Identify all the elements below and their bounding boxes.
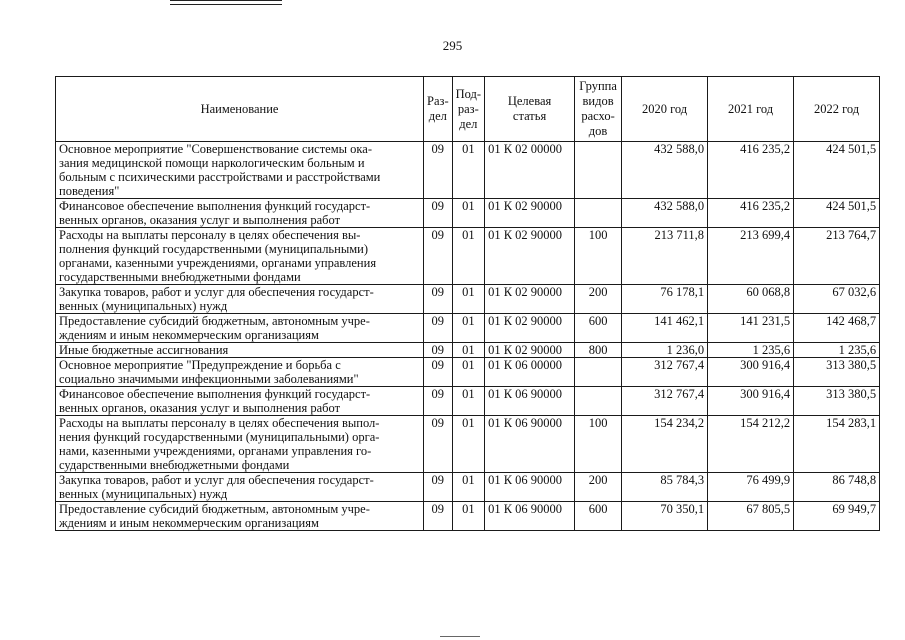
cell-name: Расходы на выплаты персоналу в целях обеспечения вы- полнения функций государственными (муниципальными) органами, казенными учреждениями, органами управления государственными внебюджетными фондами	[56, 228, 424, 285]
header-name: Наименование	[56, 77, 424, 142]
cell-section: 09	[424, 314, 453, 343]
header-year-2021: 2021 год	[708, 77, 794, 142]
header-year-2020: 2020 год	[622, 77, 708, 142]
cell-2020: 154 234,2	[622, 416, 708, 473]
cell-target-article: 01 К 06 90000	[485, 387, 575, 416]
cell-2021: 300 916,4	[708, 387, 794, 416]
cell-expense-group	[575, 387, 622, 416]
cell-section: 09	[424, 473, 453, 502]
cell-name: Основное мероприятие "Совершенствование системы ока- зания медицинской помощи наркологическим больным и больным с психическими расстройствами и расстройствами поведения"	[56, 142, 424, 199]
cell-section: 09	[424, 228, 453, 285]
table-row	[56, 502, 880, 531]
cell-2022: 313 380,5	[794, 387, 880, 416]
table-row	[56, 473, 880, 502]
cell-2020: 213 711,8	[622, 228, 708, 285]
cell-subsection: 01	[452, 473, 484, 502]
header-subsection: Под- раз- дел	[452, 77, 484, 142]
cell-2022: 424 501,5	[794, 199, 880, 228]
cell-2022: 69 949,7	[794, 502, 880, 531]
cell-expense-group	[575, 199, 622, 228]
cell-name: Финансовое обеспечение выполнения функций государст- венных органов, оказания услуг и выполнения работ	[56, 199, 424, 228]
cell-subsection: 01	[452, 358, 484, 387]
table-row	[56, 199, 880, 228]
cell-expense-group: 200	[575, 473, 622, 502]
cell-target-article: 01 К 02 90000	[485, 228, 575, 285]
cell-expense-group: 100	[575, 416, 622, 473]
cell-target-article: 01 К 06 90000	[485, 502, 575, 531]
cell-expense-group	[575, 358, 622, 387]
cell-name: Расходы на выплаты персоналу в целях обеспечения выпол- нения функций государственными (муниципальными) орга- нами, казенными учреждениями, органами управления го- сударственными внебюджетными фондами	[56, 416, 424, 473]
table-row	[56, 416, 880, 473]
page-number: 295	[442, 38, 463, 53]
table-row	[56, 285, 880, 314]
cell-subsection: 01	[452, 502, 484, 531]
cell-expense-group: 600	[575, 314, 622, 343]
cell-2020: 1 236,0	[622, 343, 708, 358]
cell-section: 09	[424, 285, 453, 314]
cell-expense-group: 800	[575, 343, 622, 358]
table-row	[56, 387, 880, 416]
cell-section: 09	[424, 343, 453, 358]
top-rule	[170, 0, 282, 5]
cell-2020: 432 588,0	[622, 142, 708, 199]
table-row	[56, 358, 880, 387]
cell-target-article: 01 К 02 90000	[485, 199, 575, 228]
table-row	[56, 343, 880, 358]
cell-subsection: 01	[452, 199, 484, 228]
cell-2021: 67 805,5	[708, 502, 794, 531]
cell-subsection: 01	[452, 142, 484, 199]
cell-expense-group: 200	[575, 285, 622, 314]
cell-section: 09	[424, 358, 453, 387]
cell-2020: 432 588,0	[622, 199, 708, 228]
cell-name: Основное мероприятие "Предупреждение и борьба с социально значимыми инфекционными заболеваниями"	[56, 358, 424, 387]
cell-2022: 213 764,7	[794, 228, 880, 285]
cell-name: Финансовое обеспечение выполнения функций государст- венных органов, оказания услуг и выполнения работ	[56, 387, 424, 416]
cell-name: Иные бюджетные ассигнования	[56, 343, 424, 358]
header-expense-group: Группа видов расхо- дов	[575, 77, 622, 142]
table-row	[56, 314, 880, 343]
cell-section: 09	[424, 416, 453, 473]
cell-2022: 67 032,6	[794, 285, 880, 314]
cell-2021: 416 235,2	[708, 142, 794, 199]
cell-section: 09	[424, 387, 453, 416]
cell-expense-group: 600	[575, 502, 622, 531]
cell-2021: 213 699,4	[708, 228, 794, 285]
cell-2021: 1 235,6	[708, 343, 794, 358]
cell-name: Предоставление субсидий бюджетным, автономным учре- ждениям и иным некоммерческим организациям	[56, 502, 424, 531]
cell-2021: 416 235,2	[708, 199, 794, 228]
cell-2020: 312 767,4	[622, 387, 708, 416]
cell-2021: 141 231,5	[708, 314, 794, 343]
cell-2021: 60 068,8	[708, 285, 794, 314]
cell-2020: 76 178,1	[622, 285, 708, 314]
cell-2021: 300 916,4	[708, 358, 794, 387]
cell-2020: 312 767,4	[622, 358, 708, 387]
cell-target-article: 01 К 06 90000	[485, 473, 575, 502]
cell-expense-group	[575, 142, 622, 199]
cell-2021: 76 499,9	[708, 473, 794, 502]
cell-name: Закупка товаров, работ и услуг для обеспечения государст- венных (муниципальных) нужд	[56, 473, 424, 502]
cell-target-article: 01 К 02 90000	[485, 285, 575, 314]
table-header-row	[56, 77, 880, 142]
cell-2022: 313 380,5	[794, 358, 880, 387]
cell-2020: 70 350,1	[622, 502, 708, 531]
cell-2022: 424 501,5	[794, 142, 880, 199]
header-section: Раз- дел	[424, 77, 453, 142]
cell-target-article: 01 К 06 00000	[485, 358, 575, 387]
header-target-article: Целевая статья	[485, 77, 575, 142]
cell-target-article: 01 К 06 90000	[485, 416, 575, 473]
cell-2022: 154 283,1	[794, 416, 880, 473]
cell-2021: 154 212,2	[708, 416, 794, 473]
cell-2022: 1 235,6	[794, 343, 880, 358]
cell-subsection: 01	[452, 343, 484, 358]
cell-2020: 141 462,1	[622, 314, 708, 343]
cell-section: 09	[424, 502, 453, 531]
cell-subsection: 01	[452, 314, 484, 343]
cell-name: Закупка товаров, работ и услуг для обеспечения государст- венных (муниципальных) нужд	[56, 285, 424, 314]
cell-expense-group: 100	[575, 228, 622, 285]
header-year-2022: 2022 год	[794, 77, 880, 142]
cell-name: Предоставление субсидий бюджетным, автономным учре- ждениям и иным некоммерческим организациям	[56, 314, 424, 343]
cell-section: 09	[424, 142, 453, 199]
table-row	[56, 228, 880, 285]
cell-target-article: 01 К 02 90000	[485, 314, 575, 343]
cell-2022: 142 468,7	[794, 314, 880, 343]
cell-subsection: 01	[452, 416, 484, 473]
cell-subsection: 01	[452, 387, 484, 416]
cell-subsection: 01	[452, 228, 484, 285]
cell-subsection: 01	[452, 285, 484, 314]
cell-target-article: 01 К 02 90000	[485, 343, 575, 358]
cell-section: 09	[424, 199, 453, 228]
budget-table	[55, 76, 880, 531]
cell-target-article: 01 К 02 00000	[485, 142, 575, 199]
table-body	[56, 142, 880, 531]
cell-2020: 85 784,3	[622, 473, 708, 502]
bottom-fragment	[440, 636, 480, 639]
table-row	[56, 142, 880, 199]
cell-2022: 86 748,8	[794, 473, 880, 502]
